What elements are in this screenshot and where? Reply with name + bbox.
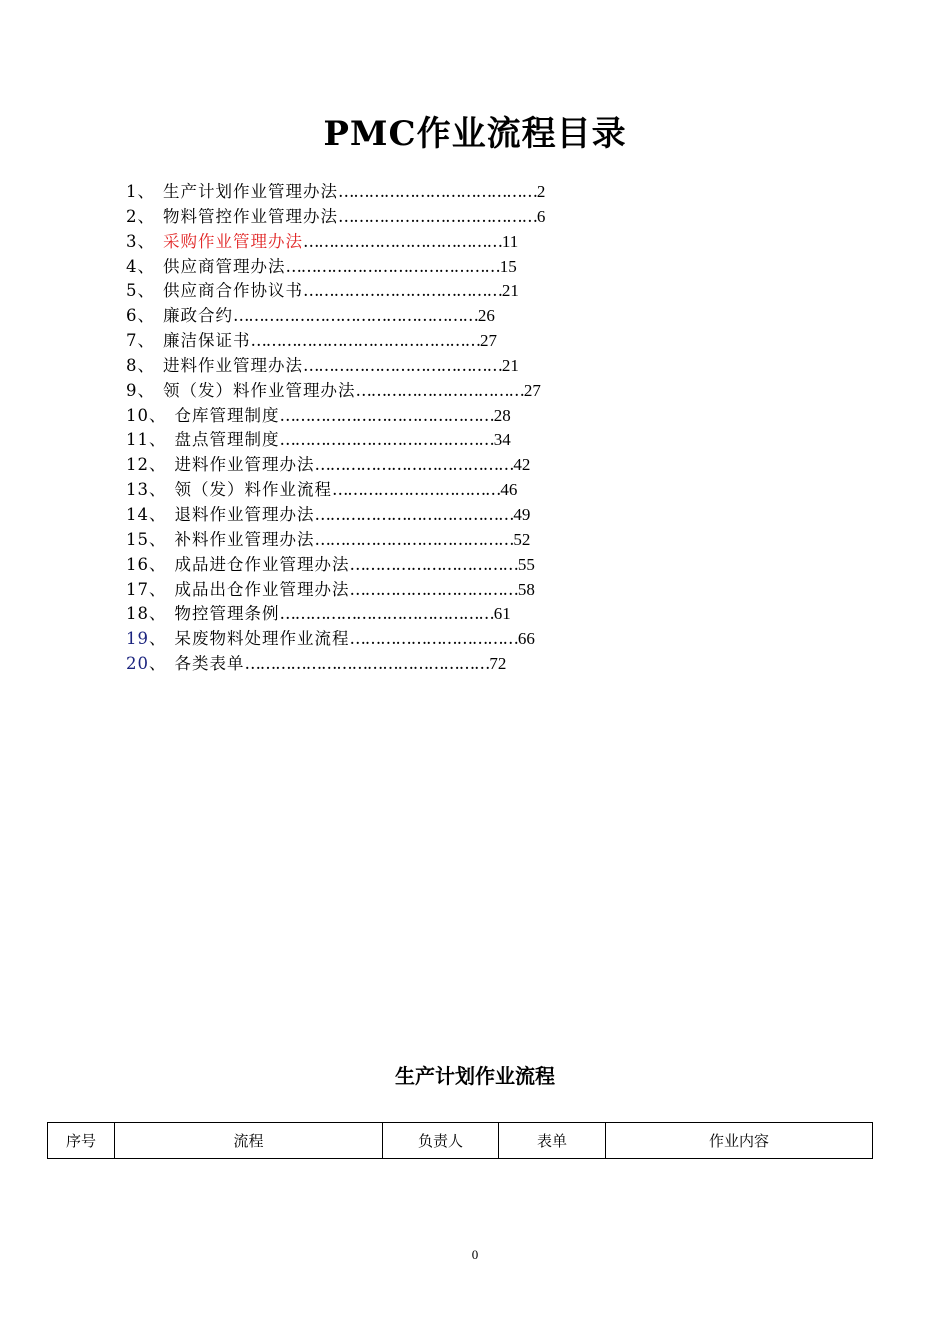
toc-entry-number: 17: [126, 579, 149, 599]
toc-entry-title: 呆废物料处理作业流程: [174, 629, 350, 649]
toc-entry-number: 16: [126, 554, 149, 574]
toc-entry-separator: 、: [149, 629, 167, 649]
toc-entry[interactable]: [126, 329, 726, 354]
toc-entry-page: 72: [489, 654, 507, 674]
toc-entry-title: 领（发）料作业流程: [174, 480, 332, 500]
section-title: 生产计划作业流程: [395, 1064, 555, 1088]
toc-entry-title: 成品进仓作业管理办法: [174, 554, 350, 574]
toc-entry-number: 11: [126, 430, 149, 450]
toc-entry-leader: ……………………………………: [285, 256, 500, 276]
toc-entry-leader: ………………………………………: [250, 331, 481, 351]
toc-entry-separator: 、: [137, 355, 155, 375]
toc-entry[interactable]: [126, 230, 726, 255]
table-header-row: [48, 1123, 873, 1159]
toc-entry-title: 各类表单: [174, 654, 245, 674]
toc-entry-page: 21: [501, 355, 519, 375]
toc-entry-leader: ……………………………: [332, 480, 501, 500]
toc-entry-page: 61: [493, 604, 511, 624]
toc-entry-page: 52: [513, 529, 531, 549]
toc-entry-leader: …………………………………: [314, 529, 514, 549]
toc-entry-number: 7: [126, 331, 138, 351]
toc-entry-leader: …………………………………: [303, 355, 502, 375]
toc-entry-leader: …………………………………: [314, 455, 514, 475]
toc-entry-title: 仓库管理制度: [174, 405, 280, 425]
toc-entry-title: 供应商管理办法: [163, 256, 286, 276]
header-cell-serial: 序号: [48, 1123, 115, 1159]
toc-entry-leader: ……………………………………: [279, 430, 494, 450]
toc-entry-page: 34: [493, 430, 511, 450]
toc-entry-leader: …………………………………: [338, 182, 537, 201]
toc-entry-leader: …………………………………: [303, 231, 502, 251]
toc-entry[interactable]: [126, 553, 726, 578]
toc-entry-title: 补料作业管理办法: [174, 529, 315, 549]
toc-entry-separator: 、: [137, 331, 155, 351]
toc-entry-page: 58: [517, 579, 535, 599]
toc-entry-separator: 、: [137, 281, 155, 301]
toc-entry[interactable]: [126, 205, 726, 230]
toc-entry-title: 领（发）料作业管理办法: [163, 380, 356, 400]
toc-entry-page: 15: [499, 256, 517, 276]
toc-entry-title: 物料管控作业管理办法: [163, 206, 338, 226]
process-table-header: [47, 1122, 873, 1159]
toc-entry-number: 6: [126, 306, 138, 326]
toc-entry[interactable]: [126, 180, 726, 205]
header-cell-owner: 负责人: [383, 1123, 499, 1159]
toc-entry-page: 27: [523, 380, 541, 400]
toc-entry[interactable]: [126, 652, 726, 677]
toc-entry-title: 廉洁保证书: [163, 331, 251, 351]
toc-entry-separator: 、: [149, 480, 167, 500]
toc-entry-page: 42: [513, 455, 531, 475]
toc-entry-separator: 、: [137, 306, 155, 326]
toc-entry-leader: ……………………………: [349, 579, 518, 599]
toc-entry-number: 15: [126, 529, 149, 549]
toc-entry-title: 进料作业管理办法: [174, 455, 315, 475]
header-cell-content: 作业内容: [606, 1123, 873, 1159]
toc-entry-separator: 、: [137, 206, 155, 226]
toc-entry-separator: 、: [149, 529, 167, 549]
toc-entry-leader: …………………………………: [338, 206, 537, 226]
table-of-contents: [126, 180, 726, 677]
toc-entry-number: 10: [126, 405, 149, 425]
toc-entry-page: 28: [493, 405, 511, 425]
toc-entry[interactable]: [126, 255, 726, 280]
toc-entry-page: 46: [500, 480, 518, 500]
toc-entry-leader: …………………………………………: [244, 654, 490, 674]
toc-entry[interactable]: [126, 602, 726, 627]
toc-entry-separator: 、: [137, 182, 155, 201]
toc-entry-separator: 、: [149, 455, 167, 475]
toc-entry-number: 5: [126, 281, 138, 301]
toc-entry[interactable]: [126, 528, 726, 553]
toc-entry[interactable]: [126, 478, 726, 503]
toc-entry-number: 19: [126, 629, 149, 649]
toc-entry-page: 55: [517, 554, 535, 574]
toc-entry[interactable]: [126, 503, 726, 528]
toc-entry-title: 进料作业管理办法: [163, 355, 303, 375]
header-cell-process: 流程: [115, 1123, 383, 1159]
toc-entry-number: 2: [126, 206, 138, 226]
toc-entry-title: 成品出仓作业管理办法: [174, 579, 350, 599]
toc-entry-page: 26: [477, 306, 495, 326]
toc-entry-title: 生产计划作业管理办法: [163, 182, 338, 201]
toc-entry-separator: 、: [149, 554, 167, 574]
toc-entry-leader: ……………………………: [349, 554, 518, 574]
toc-entry-leader: ……………………………: [349, 629, 518, 649]
toc-entry-leader: …………………………………: [314, 504, 514, 524]
toc-entry-page: 49: [513, 504, 531, 524]
toc-entry[interactable]: [126, 379, 726, 404]
toc-entry-number: 9: [126, 380, 138, 400]
toc-entry-page: 2: [536, 182, 546, 201]
toc-entry[interactable]: [126, 428, 726, 453]
toc-entry[interactable]: [126, 627, 726, 652]
toc-entry[interactable]: [126, 279, 726, 304]
toc-entry-number: 14: [126, 504, 149, 524]
toc-entry-leader: …………………………………………: [233, 306, 478, 326]
toc-entry-separator: 、: [137, 380, 155, 400]
toc-entry-page: 21: [501, 281, 519, 301]
toc-entry[interactable]: [126, 578, 726, 603]
toc-entry-number: 13: [126, 480, 149, 500]
toc-entry-leader: ……………………………: [355, 380, 524, 400]
header-cell-form: 表单: [499, 1123, 606, 1159]
toc-entry[interactable]: [126, 304, 726, 329]
page-title: PMC作业流程目录: [323, 114, 627, 154]
toc-entry-page: 11: [501, 231, 519, 251]
toc-entry-title: 供应商合作协议书: [163, 281, 303, 301]
toc-entry-number: 8: [126, 355, 138, 375]
toc-entry-leader: …………………………………: [303, 281, 502, 301]
toc-entry-separator: 、: [149, 405, 167, 425]
toc-entry-separator: 、: [149, 604, 167, 624]
toc-entry-separator: 、: [137, 231, 155, 251]
toc-entry-separator: 、: [149, 654, 167, 674]
toc-entry-page: 66: [517, 629, 535, 649]
toc-entry-number: 4: [126, 256, 138, 276]
toc-entry-number: 20: [126, 654, 149, 674]
page-number: 0: [471, 1247, 479, 1262]
toc-entry-number: 18: [126, 604, 149, 624]
toc-entry[interactable]: [126, 354, 726, 379]
toc-entry-title: 退料作业管理办法: [174, 504, 315, 524]
toc-entry-separator: 、: [149, 430, 167, 450]
toc-entry-number: 3: [126, 231, 138, 251]
toc-entry-leader: ……………………………………: [279, 604, 494, 624]
toc-entry-title: 物控管理条例: [174, 604, 280, 624]
toc-entry-number: 1: [126, 182, 138, 201]
toc-entry-number: 12: [126, 455, 149, 475]
toc-entry-leader: ……………………………………: [279, 405, 494, 425]
toc-entry-page: 6: [536, 206, 546, 226]
toc-entry-title: 采购作业管理办法: [163, 231, 303, 251]
toc-entry-title: 盘点管理制度: [174, 430, 280, 450]
toc-entry-title: 廉政合约: [163, 306, 233, 326]
toc-entry-page: 27: [480, 331, 498, 351]
toc-entry[interactable]: [126, 404, 726, 429]
toc-entry-separator: 、: [149, 504, 167, 524]
toc-entry-separator: 、: [137, 256, 155, 276]
toc-entry[interactable]: [126, 453, 726, 478]
toc-entry-separator: 、: [149, 579, 167, 599]
